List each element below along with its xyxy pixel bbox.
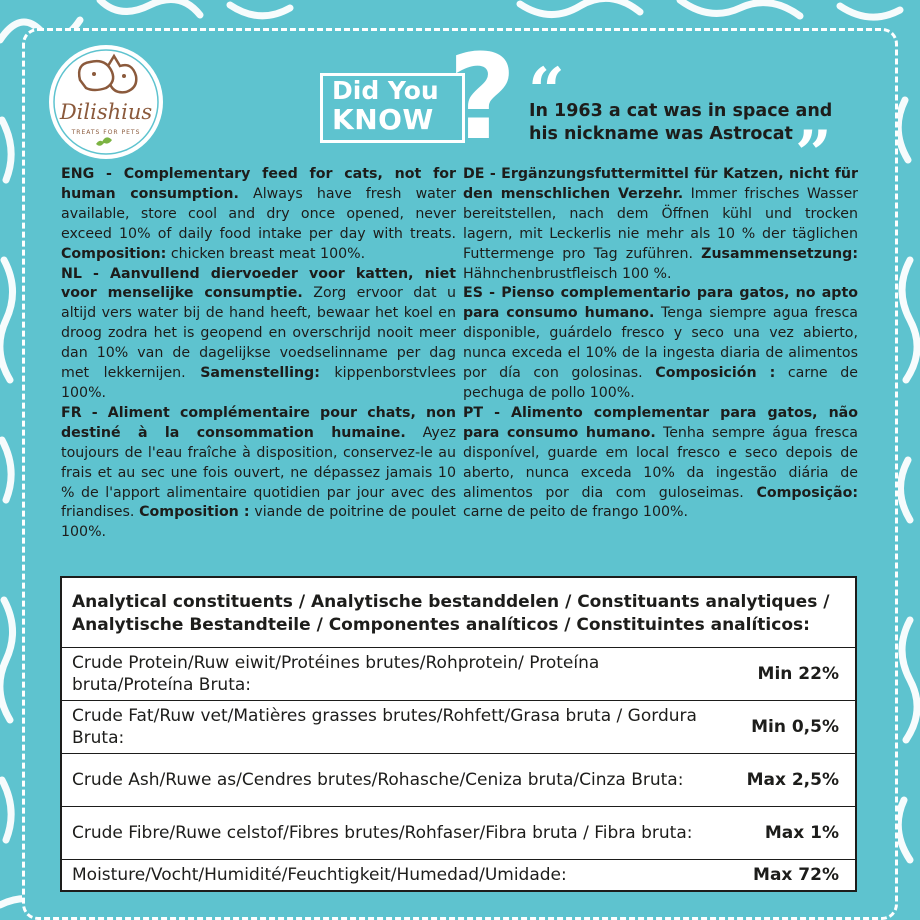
row-value: Max 2,5% <box>746 770 839 790</box>
de-composition-value: Hähnchenbrustfleisch 100 %. <box>463 265 672 282</box>
de-heading: DE - Ergänzungsfuttermittel für Katzen, nicht für den menschlichen Verzehr. <box>463 166 858 202</box>
table-row <box>62 701 855 754</box>
pt-composition-label: Composição: <box>756 484 858 501</box>
text-column-left <box>61 165 456 543</box>
nl-section <box>61 266 456 401</box>
row-label: Crude Fat/Ruw vet/Matières grasses brutes/Rohfett/Grasa bruta / Gordura Bruta: <box>72 706 697 748</box>
de-body: Immer frisches Wasser bereitstellen, nach dem Öffnen kühl und trocken lagern, mit Leckerlis nie mehr als 10 % der täglichen Futtermenge pro Tag zuführen. <box>463 185 859 262</box>
close-quote-icon: ” <box>795 117 832 192</box>
did-you-text: Did You <box>332 76 439 105</box>
table-row <box>62 807 855 860</box>
question-mark-icon: ? <box>448 28 517 166</box>
analytical-constituents-table <box>60 576 857 892</box>
fr-composition-value: viande de poitrine de poulet 100%. <box>61 504 456 541</box>
es-composition-value: carne de pechuga de pollo 100%. <box>463 365 859 401</box>
fr-heading: FR - Aliment complémentaire pour chats, non destiné à la consommation humaine. <box>61 404 456 441</box>
de-composition-label: Zusammensetzung: <box>701 245 858 262</box>
eng-heading: ENG - Complementary feed for cats, not for human consumption. <box>61 166 456 202</box>
fun-fact-text: In 1963 a cat was in space and his nickname was Astrocat <box>529 101 833 144</box>
dilishius-logo <box>46 42 166 162</box>
table-row <box>62 648 855 701</box>
know-text: KNOW <box>332 103 434 136</box>
logo-brand-text: Dilishius <box>59 100 153 124</box>
row-value: Max 72% <box>753 865 839 885</box>
row-value: Min 22% <box>757 664 839 684</box>
es-composition-label: Composición : <box>655 365 776 382</box>
row-label: Moisture/Vocht/Humidité/Feuchtigkeit/Humedad/Umidade: <box>72 865 567 885</box>
pt-body: Tenha sempre água fresca disponível, guarde em local fresco e seco depois de aberto, nunca exceda 10% da ingestão diária de alimentos por dia com guloseimas. <box>463 424 858 501</box>
eng-body: Always have fresh water available, store cool and dry once opened, never exceed 10% of daily food intake per day with treats. <box>61 185 456 242</box>
logo-tagline-text: TREATS FOR PETS <box>71 129 141 136</box>
nl-composition-label: Samenstelling: <box>200 365 320 382</box>
table-header: Analytical constituents / Analytische bestanddelen / Constituants analytiques / Analytische Bestandteile / Componentes analíticos / Constituintes analíticos: <box>62 578 855 648</box>
fr-composition-label: Composition : <box>139 504 250 521</box>
table-row <box>62 754 855 807</box>
row-value: Min 0,5% <box>751 717 839 737</box>
table-row <box>62 860 855 890</box>
eng-section <box>61 166 456 262</box>
text-column-right <box>463 165 858 523</box>
de-section <box>463 166 858 282</box>
es-section <box>463 285 858 401</box>
open-quote-icon: “ <box>528 54 565 129</box>
pt-heading: PT - Alimento complementar para gatos, não para consumo humano. <box>463 404 858 441</box>
es-body: Tenga siempre agua fresca disponible, guárdelo fresco y seco una vez abierto, nunca exceda el 10% de la ingesta diaria de alimentos por día con golosinas. <box>463 305 858 382</box>
row-label: Crude Ash/Ruwe as/Cendres brutes/Rohasche/Ceniza bruta/Cinza Bruta: <box>72 770 684 790</box>
eng-composition-label: Composition: <box>61 245 167 262</box>
pt-section <box>463 405 858 521</box>
es-heading: ES - Pienso complementario para gatos, no apto para consumo humano. <box>463 285 858 322</box>
nl-heading: NL - Aanvullend diervoeder voor katten, niet voor menselijke consumptie. <box>61 265 456 302</box>
fr-body: Ayez toujours de l'eau fraîche à disposition, conservez-le au frais et au sec une fois ouvert, ne dépassez jamais 10 % de l'apport alimentaire quotidien par jour avec des friandises. <box>61 424 456 521</box>
fr-section <box>61 405 456 540</box>
pt-composition-value: carne de peito de frango 100%. <box>463 504 689 521</box>
nl-composition-value: kippenborstvlees 100%. <box>61 365 456 401</box>
row-label: Crude Protein/Ruw eiwit/Protéines brutes/Rohprotein/ Proteína bruta/Proteína Bruta: <box>72 653 600 695</box>
nl-body: Zorg ervoor dat u altijd vers water bij de hand heeft, bewaar het koel en droog zodra het is geopend en overschrijd nooit meer dan 10% van de dagelijkse voedselinname per dag met lekkernijen. <box>61 285 457 382</box>
row-value: Max 1% <box>764 823 839 843</box>
row-label: Crude Fibre/Ruwe celstof/Fibres brutes/Rohfaser/Fibra bruta / Fibra bruta: <box>72 823 693 843</box>
eng-composition-value: chicken breast meat 100%. <box>166 245 366 262</box>
